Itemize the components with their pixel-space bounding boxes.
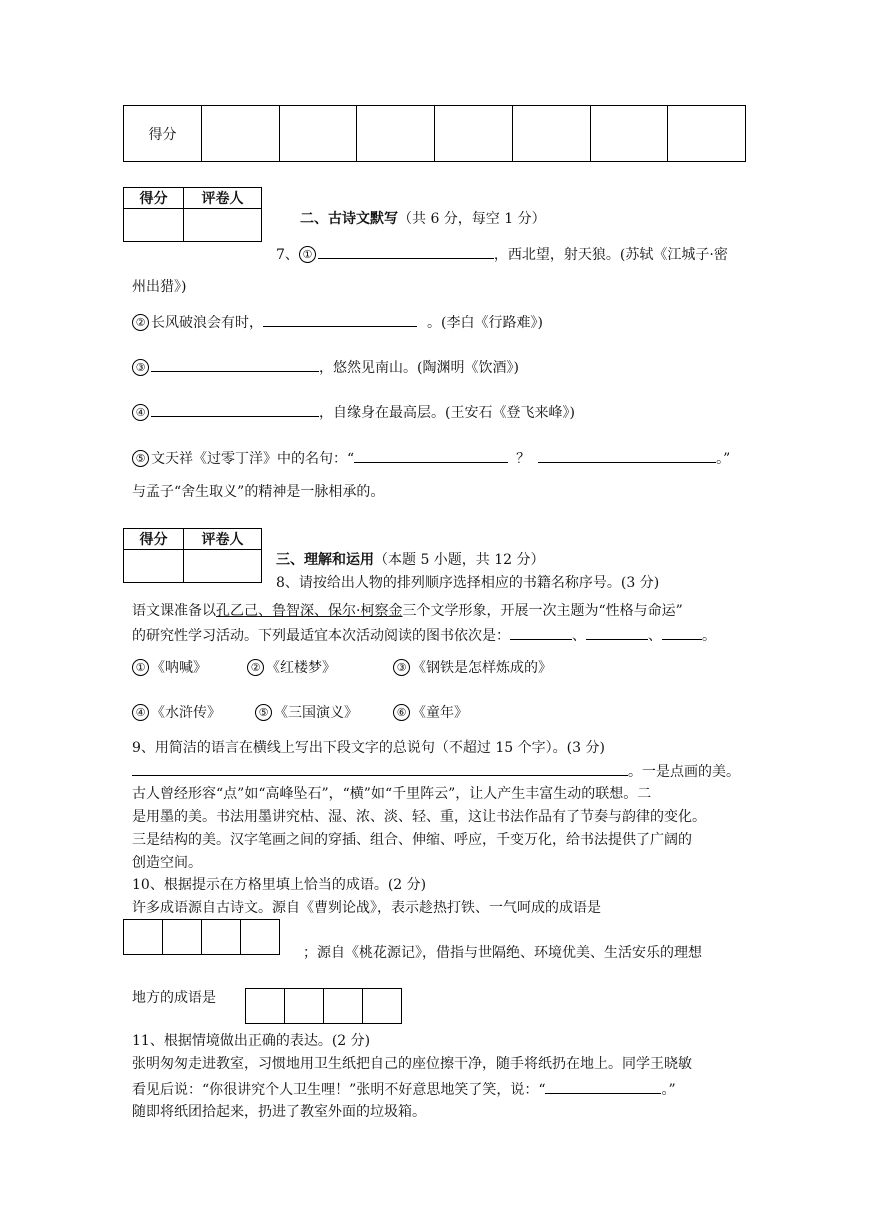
section2-heading bbox=[300, 209, 546, 229]
q11-line2 bbox=[132, 1079, 676, 1100]
q8-line2-text: 的研究性学习活动。下列最适宜本次活动阅读的图书依次是： bbox=[132, 628, 510, 644]
score-table bbox=[123, 105, 746, 162]
q10-line2: ；源自《桃花源记》，借指与世隔绝、环境优美、生活安乐的理想 bbox=[303, 945, 702, 961]
section3-heading bbox=[276, 550, 545, 570]
circled-5: ⑤ bbox=[255, 704, 272, 721]
circled-5: ⑤ bbox=[132, 450, 149, 467]
q8-blank-1[interactable] bbox=[510, 625, 572, 640]
grader-name-cell[interactable] bbox=[184, 209, 262, 242]
q11-line3: 随即将纸团拾起来，扔进了教室外面的垃圾箱。 bbox=[132, 1104, 426, 1120]
circled-1: ① bbox=[132, 659, 149, 676]
q7-5-question-mark: ？ bbox=[516, 451, 531, 467]
q7-5-blank-a[interactable] bbox=[354, 448, 508, 463]
idiom-cell[interactable] bbox=[362, 988, 402, 1024]
q9-line1 bbox=[132, 761, 740, 782]
score-cell[interactable] bbox=[279, 106, 357, 162]
grader-name-header: 评卷人 bbox=[184, 529, 262, 550]
q8-character-names: 孔乙己、鲁智深、保尔·柯察金 bbox=[216, 603, 403, 619]
q7-5-text: 文天祥《过零丁洋》中的名句：“ bbox=[151, 451, 355, 467]
circled-2: ② bbox=[132, 314, 149, 331]
grader-score-header: 得分 bbox=[124, 188, 184, 209]
q11-line2-end: 。” bbox=[661, 1082, 676, 1098]
q7-3-text: ，悠然见南山。(陶渊明《饮酒》) bbox=[319, 360, 519, 376]
book-option-3 bbox=[393, 658, 552, 678]
q8-line1-b: 三个文学形象，开展一次主题为“性格与命运” bbox=[402, 603, 683, 619]
q10-line1: 许多成语源自古诗文。源自《曹刿论战》，表示趁热打铁、一气呵成的成语是 bbox=[132, 900, 601, 916]
book-option-4 bbox=[132, 703, 221, 723]
score-cell[interactable] bbox=[668, 106, 746, 162]
q11-line2-text: 看见后说：“你很讲究个人卫生哩！”张明不好意思地笑了笑，说：“ bbox=[132, 1082, 546, 1098]
grader-name-header: 评卷人 bbox=[184, 188, 262, 209]
section2-title: 二、古诗文默写 bbox=[300, 211, 398, 227]
idiom-cell[interactable] bbox=[245, 988, 284, 1024]
q8-sep: 、 bbox=[572, 628, 586, 644]
q7-5-end: 。” bbox=[716, 451, 731, 467]
q9-line3: 是用墨的美。书法用墨讲究枯、湿、浓、淡、轻、重，这让书法作品有了节奏与韵律的变化。 bbox=[132, 809, 706, 825]
idiom-cell[interactable] bbox=[240, 919, 280, 955]
q9-line2: 古人曾经形容“点”如“高峰坠石”，“横”如“千里阵云”，让人产生丰富生动的联想。二 bbox=[132, 786, 652, 802]
q11-blank[interactable] bbox=[545, 1079, 661, 1094]
grader-score-cell[interactable] bbox=[124, 550, 184, 583]
circled-3: ③ bbox=[132, 359, 149, 376]
book-title: 《红楼梦》 bbox=[266, 660, 336, 676]
q7-line5 bbox=[132, 448, 730, 469]
book-title: 《钢铁是怎样炼成的》 bbox=[412, 660, 552, 676]
q7-1-cont: 州出猎》) bbox=[132, 279, 187, 295]
idiom-cell[interactable] bbox=[162, 919, 201, 955]
q7-line3 bbox=[132, 357, 519, 378]
q7-5-blank-b[interactable] bbox=[538, 448, 716, 463]
q8-line1-a: 语文课准备以 bbox=[132, 603, 216, 619]
idiom-cell[interactable] bbox=[284, 988, 323, 1024]
score-cell[interactable] bbox=[590, 106, 668, 162]
score-cell[interactable] bbox=[512, 106, 590, 162]
book-title: 《水浒传》 bbox=[151, 705, 221, 721]
idiom-cell[interactable] bbox=[201, 919, 240, 955]
section3-note: （本题 5 小题，共 12 分） bbox=[374, 552, 545, 568]
q7-4-blank[interactable] bbox=[151, 402, 319, 417]
grader-name-cell[interactable] bbox=[184, 550, 262, 583]
book-title: 《呐喊》 bbox=[151, 660, 207, 676]
q8-blank-3[interactable] bbox=[662, 625, 702, 640]
q10-prompt: 10、根据提示在方格里填上恰当的成语。(2 分) bbox=[132, 877, 427, 893]
q11-line1: 张明匆匆走进教室，习惯地用卫生纸把自己的座位擦干净，随手将纸扔在地上。同学王晓敏 bbox=[132, 1056, 692, 1072]
q8-line2 bbox=[132, 625, 716, 646]
idiom-cell[interactable] bbox=[323, 988, 362, 1024]
score-cell[interactable] bbox=[202, 106, 280, 162]
q9-blank[interactable] bbox=[132, 761, 628, 776]
circled-4: ④ bbox=[132, 704, 149, 721]
score-cell[interactable] bbox=[357, 106, 435, 162]
q7-5-cont: 与孟子“舍生取义”的精神是一脉相承的。 bbox=[132, 484, 385, 500]
q9-line5: 创造空间。 bbox=[132, 855, 202, 871]
grader-score-cell[interactable] bbox=[124, 209, 184, 242]
book-title: 《三国演义》 bbox=[274, 705, 358, 721]
grader-box bbox=[123, 187, 262, 242]
q7-line2 bbox=[132, 312, 543, 333]
section2-note: （共 6 分，每空 1 分） bbox=[398, 211, 546, 227]
book-option-1 bbox=[132, 658, 207, 678]
q7-1-text: ，西北望，射天狼。(苏轼《江城子·密 bbox=[493, 247, 728, 263]
score-table-label: 得分 bbox=[124, 106, 202, 162]
book-option-5 bbox=[255, 703, 358, 723]
q7-2-blank[interactable] bbox=[263, 312, 417, 327]
q9-line4: 三是结构的美。汉字笔画之间的穿插、组合、伸缩、呼应，千变万化，给书法提供了广阔的 bbox=[132, 832, 692, 848]
q11-prompt: 11、根据情境做出正确的表达。(2 分) bbox=[132, 1033, 371, 1049]
q7-line4 bbox=[132, 402, 575, 423]
q7-4-text: ，自缘身在最高层。(王安石《登飞来峰》) bbox=[319, 405, 575, 421]
q10-line3: 地方的成语是 bbox=[132, 990, 216, 1006]
q8-line1 bbox=[132, 601, 683, 621]
section3-title: 三、理解和运用 bbox=[276, 552, 374, 568]
q7-1-blank[interactable] bbox=[318, 244, 494, 259]
q9-prompt: 9、用简洁的语言在横线上写出下段文字的总说句（不超过 15 个字）。(3 分) bbox=[132, 740, 605, 756]
q8-blank-2[interactable] bbox=[586, 625, 648, 640]
book-option-2 bbox=[247, 658, 336, 678]
circled-4: ④ bbox=[132, 404, 149, 421]
q9-line1-text: 。一是点画的美。 bbox=[628, 764, 740, 780]
circled-3: ③ bbox=[393, 659, 410, 676]
q7-line1 bbox=[276, 244, 728, 265]
book-option-6 bbox=[393, 703, 468, 723]
q7-2-text: 长风破浪会有时， bbox=[151, 315, 263, 331]
idiom-grid-2 bbox=[245, 988, 402, 1024]
score-cell[interactable] bbox=[435, 106, 513, 162]
idiom-cell[interactable] bbox=[123, 919, 162, 955]
idiom-grid-1 bbox=[123, 919, 280, 955]
q7-3-blank[interactable] bbox=[151, 357, 319, 372]
book-title: 《童年》 bbox=[412, 705, 468, 721]
q8-prompt: 8、请按给出人物的排列顺序选择相应的书籍名称序号。(3 分) bbox=[276, 575, 660, 591]
grader-box bbox=[123, 528, 262, 583]
q7-number: 7、 bbox=[276, 247, 299, 263]
q7-2-source: 。(李白《行路难》) bbox=[427, 315, 543, 331]
grader-score-header: 得分 bbox=[124, 529, 184, 550]
q8-sep: 、 bbox=[648, 628, 662, 644]
circled-2: ② bbox=[247, 659, 264, 676]
q8-end: 。 bbox=[702, 628, 716, 644]
circled-6: ⑥ bbox=[393, 704, 410, 721]
circled-1: ① bbox=[299, 246, 316, 263]
